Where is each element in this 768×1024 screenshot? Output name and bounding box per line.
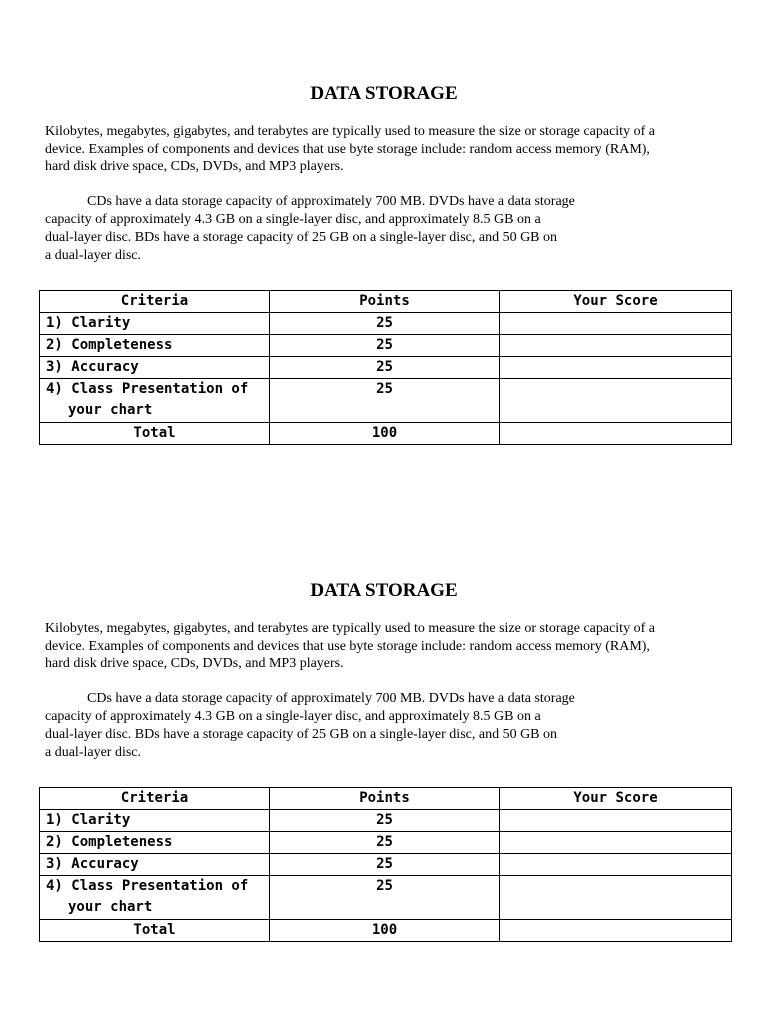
points-cell: 25	[270, 876, 500, 920]
criteria-text-continued: your chart	[68, 899, 153, 915]
score-cell[interactable]	[500, 357, 732, 379]
intro-line: hard disk drive space, CDs, DVDs, and MP3 players.	[45, 656, 344, 671]
intro-paragraph	[45, 123, 745, 176]
criteria-cell: 2) Completeness	[40, 335, 270, 357]
total-points: 100	[270, 920, 500, 942]
paragraph-line: a dual-layer disc.	[45, 745, 142, 760]
points-cell: 25	[270, 854, 500, 876]
rubric-table	[39, 787, 732, 942]
storage-capacity-paragraph	[45, 193, 745, 265]
table-row	[40, 313, 732, 335]
criteria-text: 4) Class Presentation of	[46, 878, 249, 894]
intro-paragraph	[45, 620, 745, 673]
header-points: Points	[270, 291, 500, 313]
table-row	[40, 876, 732, 920]
points-cell: 25	[270, 335, 500, 357]
page-title: DATA STORAGE	[310, 83, 458, 104]
criteria-cell: 1) Clarity	[40, 313, 270, 335]
score-cell[interactable]	[500, 854, 732, 876]
table-row	[40, 379, 732, 423]
score-cell[interactable]	[500, 379, 732, 423]
score-cell[interactable]	[500, 810, 732, 832]
storage-capacity-paragraph	[45, 690, 745, 762]
criteria-cell	[40, 876, 270, 920]
intro-line: device. Examples of components and devices that use byte storage include: random access memory (RAM),	[45, 638, 650, 654]
header-your-score: Your Score	[500, 788, 732, 810]
header-points: Points	[270, 788, 500, 810]
intro-line: Kilobytes, megabytes, gigabytes, and terabytes are typically used to measure the size or storage capacity of a	[45, 621, 655, 636]
total-score-cell[interactable]	[500, 423, 732, 445]
score-cell[interactable]	[500, 335, 732, 357]
page-title: DATA STORAGE	[310, 580, 458, 601]
points-cell: 25	[270, 810, 500, 832]
table-row	[40, 854, 732, 876]
criteria-cell: 1) Clarity	[40, 810, 270, 832]
total-label: Total	[40, 423, 270, 445]
points-cell: 25	[270, 832, 500, 854]
score-cell[interactable]	[500, 832, 732, 854]
intro-line: Kilobytes, megabytes, gigabytes, and terabytes are typically used to measure the size or storage capacity of a	[45, 124, 655, 139]
paragraph-line: a dual-layer disc.	[45, 248, 142, 263]
table-row	[40, 810, 732, 832]
intro-line: hard disk drive space, CDs, DVDs, and MP3 players.	[45, 159, 344, 174]
rubric-header-row	[40, 788, 732, 810]
criteria-text-continued: your chart	[68, 402, 153, 418]
total-score-cell[interactable]	[500, 920, 732, 942]
points-cell: 25	[270, 357, 500, 379]
criteria-cell: 2) Completeness	[40, 832, 270, 854]
header-criteria: Criteria	[40, 788, 270, 810]
criteria-cell	[40, 379, 270, 423]
paragraph-line: capacity of approximately 4.3 GB on a single-layer disc, and approximately 8.5 GB on a	[45, 709, 541, 724]
header-your-score: Your Score	[500, 291, 732, 313]
paragraph-line: capacity of approximately 4.3 GB on a single-layer disc, and approximately 8.5 GB on a	[45, 212, 541, 227]
rubric-table	[39, 290, 732, 445]
rubric-header-row	[40, 291, 732, 313]
score-cell[interactable]	[500, 876, 732, 920]
total-row	[40, 423, 732, 445]
table-row	[40, 335, 732, 357]
header-criteria: Criteria	[40, 291, 270, 313]
criteria-cell: 3) Accuracy	[40, 854, 270, 876]
total-label: Total	[40, 920, 270, 942]
intro-line: device. Examples of components and devices that use byte storage include: random access memory (RAM),	[45, 141, 650, 157]
criteria-cell: 3) Accuracy	[40, 357, 270, 379]
paragraph-line: dual-layer disc. BDs have a storage capacity of 25 GB on a single-layer disc, and 50 GB on	[45, 727, 558, 742]
points-cell: 25	[270, 313, 500, 335]
table-row	[40, 832, 732, 854]
score-cell[interactable]	[500, 313, 732, 335]
total-row	[40, 920, 732, 942]
table-row	[40, 357, 732, 379]
total-points: 100	[270, 423, 500, 445]
paragraph-line: dual-layer disc. BDs have a storage capacity of 25 GB on a single-layer disc, and 50 GB on	[45, 230, 558, 245]
paragraph-line: CDs have a data storage capacity of approximately 700 MB. DVDs have a data storage	[45, 691, 575, 706]
criteria-text: 4) Class Presentation of	[46, 381, 249, 397]
points-cell: 25	[270, 379, 500, 423]
paragraph-line: CDs have a data storage capacity of approximately 700 MB. DVDs have a data storage	[45, 194, 575, 209]
